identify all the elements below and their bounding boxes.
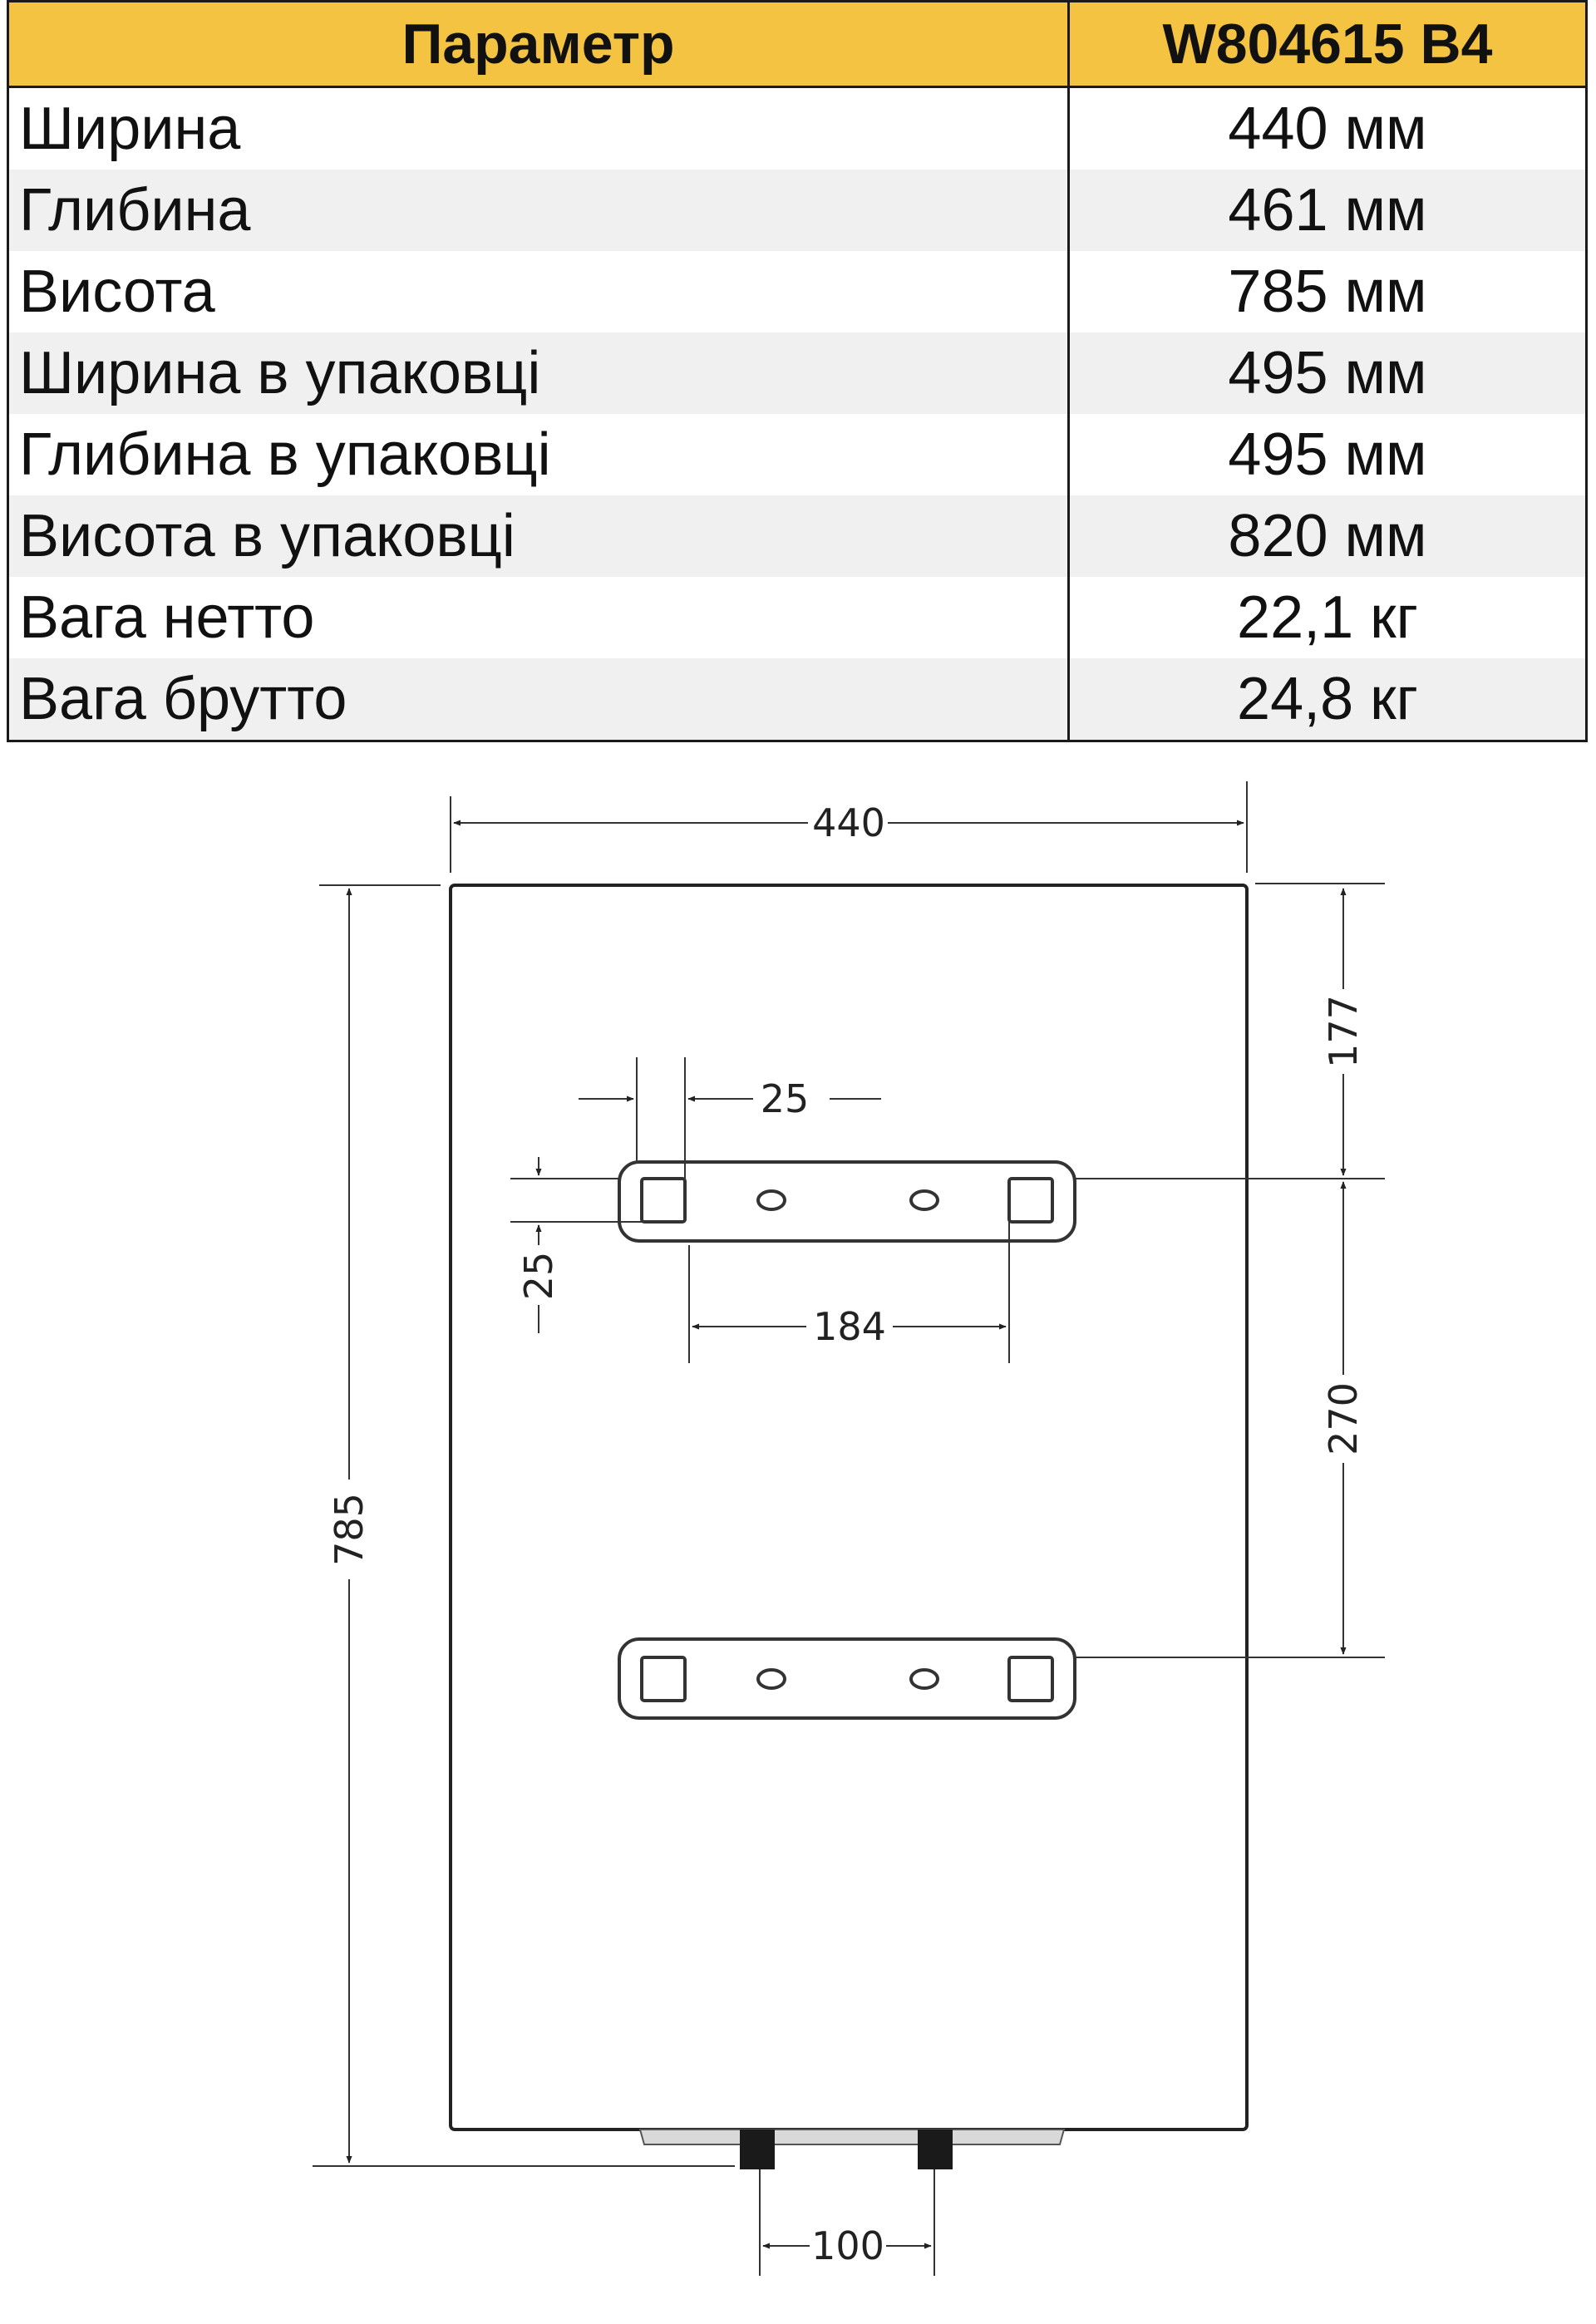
row-value: 24,8 кг bbox=[1069, 658, 1587, 741]
row-value: 461 мм bbox=[1069, 170, 1587, 251]
row-parameter: Ширина в упаковці bbox=[8, 332, 1069, 414]
row-value: 785 мм bbox=[1069, 251, 1587, 332]
mounting-bracket-bottom bbox=[619, 1639, 1075, 1718]
table-row bbox=[8, 251, 1587, 332]
pipe-left bbox=[740, 2130, 775, 2169]
header-model: W804615 B4 bbox=[1069, 2, 1587, 87]
header-parameter: Параметр bbox=[8, 2, 1069, 87]
dim-hole-width-label: 25 bbox=[760, 1076, 810, 1121]
row-value: 495 мм bbox=[1069, 414, 1587, 495]
table-row bbox=[8, 495, 1587, 577]
specifications-table bbox=[7, 0, 1588, 742]
dimension-drawing bbox=[0, 765, 1596, 2324]
row-parameter: Ширина bbox=[8, 87, 1069, 170]
dim-hole-height-label: 25 bbox=[516, 1251, 561, 1301]
dim-height-label: 785 bbox=[327, 1493, 372, 1566]
table-row bbox=[8, 170, 1587, 251]
row-value: 820 мм bbox=[1069, 495, 1587, 577]
row-parameter: Вага брутто bbox=[8, 658, 1069, 741]
row-parameter: Висота в упаковці bbox=[8, 495, 1069, 577]
pipe-right bbox=[918, 2130, 953, 2169]
dim-top-offset-label: 177 bbox=[1321, 995, 1366, 1068]
table-row bbox=[8, 332, 1587, 414]
row-parameter: Глибина в упаковці bbox=[8, 414, 1069, 495]
row-parameter: Глибина bbox=[8, 170, 1069, 251]
table-row bbox=[8, 87, 1587, 170]
dim-bracket-spacing-label: 270 bbox=[1321, 1382, 1366, 1455]
row-parameter: Висота bbox=[8, 251, 1069, 332]
table-header-row bbox=[8, 2, 1587, 87]
row-parameter: Вага нетто bbox=[8, 577, 1069, 658]
row-value: 440 мм bbox=[1069, 87, 1587, 170]
table-row bbox=[8, 658, 1587, 741]
dim-pipe-spacing-label: 100 bbox=[811, 2223, 884, 2268]
table-row bbox=[8, 577, 1587, 658]
heater-body bbox=[451, 885, 1247, 2144]
dim-width-label: 440 bbox=[812, 800, 885, 845]
dim-hole-spacing-label: 184 bbox=[813, 1304, 886, 1349]
mounting-bracket-top bbox=[619, 1162, 1075, 1241]
row-value: 495 мм bbox=[1069, 332, 1587, 414]
row-value: 22,1 кг bbox=[1069, 577, 1587, 658]
table-row bbox=[8, 414, 1587, 495]
